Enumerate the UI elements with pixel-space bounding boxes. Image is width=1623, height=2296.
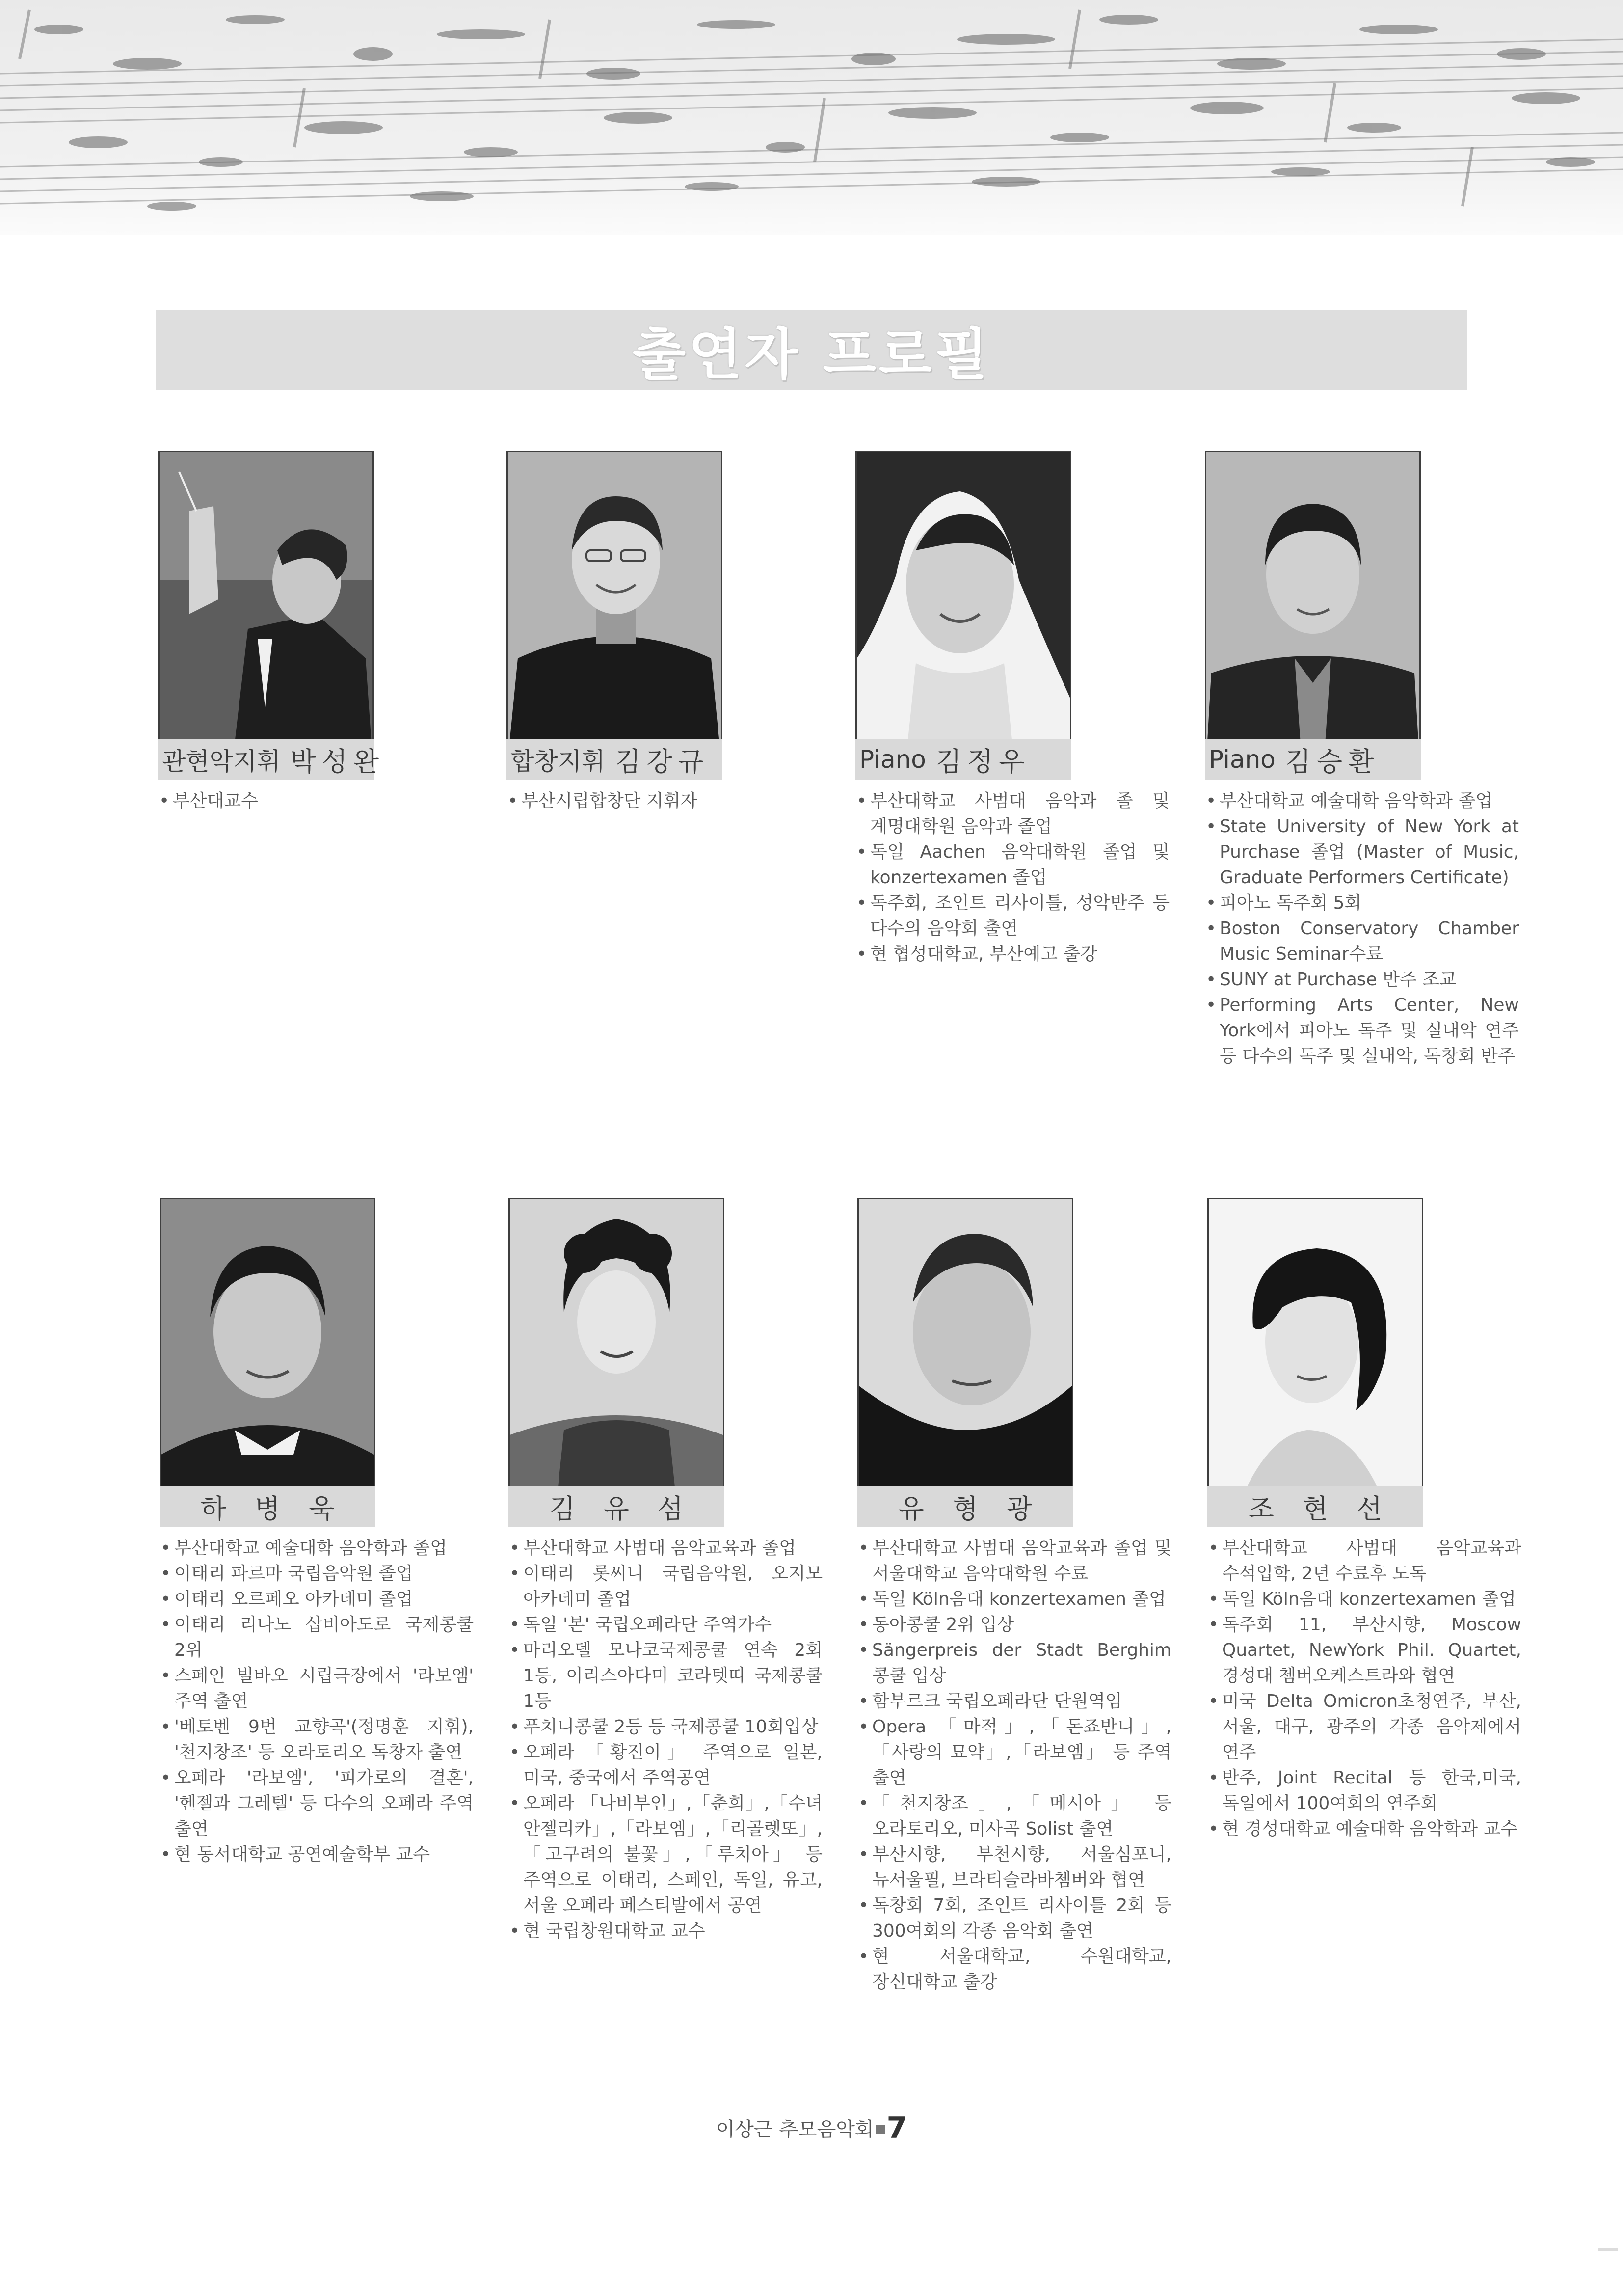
choir-conductor-photo	[508, 452, 721, 758]
bio-item: • 피아노 독주회 5회	[1205, 891, 1519, 916]
pianist-photo	[1209, 1199, 1422, 1506]
bio-item: • 현 동서대학교 공연예술학부 교수	[160, 1842, 474, 1867]
bio-item: • 오페라 '라보엠', '피가로의 결혼', '헨젤과 그레텔' 등 다수의 오페라 주역 출연	[160, 1765, 474, 1842]
page-number: 7	[886, 2111, 907, 2145]
bio-item: • 부산대학교 사범대 음악교육과 졸업	[508, 1536, 823, 1561]
bio-item: • 독주회, 조인트 리사이틀, 성악반주 등 다수의 음악회 출연	[855, 891, 1170, 942]
bio-item: • 독일 Aachen 음악대학원 졸업 및 konzertexamen 졸업	[855, 839, 1170, 891]
bio-item: • 이태리 파르마 국립음악원 졸업	[160, 1561, 474, 1587]
bio-item: • 부산시향, 부천시향, 서울심포니, 뉴서울필, 브라티슬라바쳄버와 협연	[857, 1842, 1171, 1893]
profile-photo	[158, 451, 374, 760]
profile-name: 유형광	[898, 1493, 1061, 1524]
profile-name: 김정우	[935, 746, 1031, 777]
conductor-photo	[160, 452, 372, 758]
bio-item: • 동아콩쿨 2위 입상	[857, 1612, 1171, 1638]
bio-item: • 부산대학교 사범대 음악교육과 수석입학, 2년 수료후 도독	[1207, 1536, 1521, 1587]
bio-item: • Sängerpreis der Stadt Berghim 콩쿨 입상	[857, 1638, 1171, 1689]
profile-bio	[1207, 1536, 1521, 1842]
tenor-photo	[161, 1199, 374, 1506]
profile-photo	[508, 1198, 724, 1507]
bio-item: • Performing Arts Center, New York에서 피아노 독주 및 실내악 연주 등 다수의 독주 및 실내악, 독창회 반주	[1205, 993, 1519, 1069]
profile-photo	[855, 451, 1071, 760]
bio-item: • 부산대교수	[158, 788, 472, 814]
profile-photo	[506, 451, 722, 760]
profile-bio	[508, 1536, 823, 1944]
bio-item: • 독일 Köln음대 konzertexamen 졸업	[1207, 1587, 1521, 1612]
bio-item: • 현 협성대학교, 부산예고 출강	[855, 942, 1170, 967]
bio-item: • 현 서울대학교, 수원대학교, 장신대학교 출강	[857, 1944, 1171, 1995]
pianist-photo	[857, 452, 1070, 758]
profile-photo	[1205, 451, 1421, 760]
bio-item: • 부산시립합창단 지휘자	[506, 788, 821, 814]
profile-photo	[1207, 1198, 1423, 1507]
profile-role: Piano	[1209, 745, 1276, 774]
bio-item: • 독주회 11, 부산시향, Moscow Quartet, NewYork Phil. Quartet, 경성대 쳄버오케스트라와 협연	[1207, 1612, 1521, 1689]
bio-item: • 현 경성대학교 예술대학 음악학과 교수	[1207, 1816, 1521, 1842]
bio-item: • 오페라 「황진이」 주역으로 일본, 미국, 중국에서 주역공연	[508, 1740, 823, 1791]
bio-item: • 이태리 리나노 삽비아도로 국제콩쿨 2위	[160, 1612, 474, 1663]
footer-text: 이상근 추모음악회	[716, 2118, 874, 2141]
bio-item: • 부산대학교 사범대 음악과 졸 및 계명대학원 음악과 졸업	[855, 788, 1170, 839]
bio-item: • 부산대학교 예술대학 음악학과 졸업	[160, 1536, 474, 1561]
profile-bio	[160, 1536, 474, 1867]
profile-bio	[1205, 788, 1519, 1069]
profile-bio	[857, 1536, 1171, 1995]
profile-caption	[1207, 1486, 1423, 1527]
bio-item: • State University of New York at Purchase 졸업 (Master of Music, Graduate Performers Certificate)	[1205, 814, 1519, 891]
bio-item: • 이태리 롯씨니 국립음악원, 오지모 아카데미 졸업	[508, 1561, 823, 1612]
profile-caption	[857, 1486, 1073, 1527]
bio-item: • 현 국립창원대학교 교수	[508, 1918, 823, 1944]
profile-photo	[857, 1198, 1073, 1507]
profile-caption	[1205, 739, 1421, 780]
bio-item: • 반주, Joint Recital 등 한국,미국, 독일에서 100여회의 연주회	[1207, 1765, 1521, 1816]
profile-caption	[508, 1486, 724, 1527]
profile-caption	[160, 1486, 375, 1527]
bio-item: • 마리오델 모나코국제콩쿨 연속 2회 1등, 이리스아다미 코라텟띠 국제콩쿨 1등	[508, 1638, 823, 1714]
edge-mark	[1598, 2248, 1618, 2251]
profile-bio	[158, 788, 472, 814]
bio-item: • 함부르크 국립오페라단 단원역임	[857, 1689, 1171, 1714]
bio-item: • SUNY at Purchase 반주 조교	[1205, 967, 1519, 993]
profile-role: 관현악지휘	[162, 747, 281, 776]
baritone-photo	[859, 1199, 1072, 1506]
bio-item: • 부산대학교 사범대 음악교육과 졸업 및 서울대학교 음악대학원 수료	[857, 1536, 1171, 1587]
profile-name: 박성완	[290, 746, 385, 777]
profile-caption	[855, 739, 1071, 780]
profile-name: 김승환	[1285, 746, 1380, 777]
bio-item: • 독일 Köln음대 konzertexamen 졸업	[857, 1587, 1171, 1612]
bio-item: • 스페인 빌바오 시립극장에서 '라보엠' 주역 출연	[160, 1663, 474, 1714]
bio-item: • 독창회 7회, 조인트 리사이틀 2회 등 300여회의 각종 음악회 출연	[857, 1893, 1171, 1944]
bio-item: • '베토벤 9번 교향곡'(정명훈 지휘), '천지창조' 등 오라토리오 독창자 출연	[160, 1714, 474, 1765]
profile-bio	[855, 788, 1170, 967]
bio-item: • 독일 '본' 국립오페라단 주역가수	[508, 1612, 823, 1638]
bio-item: • 미국 Delta Omicron초청연주, 부산, 서울, 대구, 광주의 각종 음악제에서 연주	[1207, 1689, 1521, 1765]
soprano-photo	[510, 1199, 723, 1506]
bio-item: • 푸치니콩쿨 2등 등 국제콩쿨 10회입상	[508, 1714, 823, 1740]
sheet-music-image	[0, 0, 1623, 235]
profile-photo	[160, 1198, 375, 1507]
bio-item: • 오페라 「나비부인」,「춘희」,「수녀 안젤리카」,「라보엠」,「리골렛또」,「고구려의 불꽃」,「루치아」 등 주역으로 이태리, 스페인, 독일, 유고, 서울 오페라 페스티발에서 공연	[508, 1791, 823, 1918]
profile-role: 합창지휘	[510, 747, 606, 776]
footer-separator	[876, 2125, 885, 2134]
profile-caption	[506, 739, 722, 780]
bio-item: • 이태리 오르페오 아카데미 졸업	[160, 1587, 474, 1612]
sheet-music-banner	[0, 0, 1623, 235]
title-banner	[156, 310, 1467, 390]
page-title: 출연자 프로필	[632, 323, 991, 387]
profile-name: 김강규	[615, 746, 710, 777]
bio-item: • Boston Conservatory Chamber Music Seminar수료	[1205, 916, 1519, 967]
profile-name: 조현선	[1248, 1493, 1411, 1524]
profile-caption	[158, 739, 385, 780]
profile-bio	[506, 788, 821, 814]
profile-name: 하병욱	[200, 1493, 363, 1524]
page-footer	[0, 2111, 1623, 2145]
pianist-photo	[1206, 452, 1419, 758]
profile-name: 김유섬	[549, 1493, 712, 1524]
bio-item: • Opera 「마적」,「돈죠반니」,「사랑의 묘약」,「라보엠」 등 주역 출연	[857, 1714, 1171, 1791]
bio-item: • 부산대학교 예술대학 음악학과 졸업	[1205, 788, 1519, 814]
bio-item: • 「천지창조」,「메시아」 등 오라토리오, 미사곡 Solist 출연	[857, 1791, 1171, 1842]
profile-role: Piano	[859, 745, 926, 774]
